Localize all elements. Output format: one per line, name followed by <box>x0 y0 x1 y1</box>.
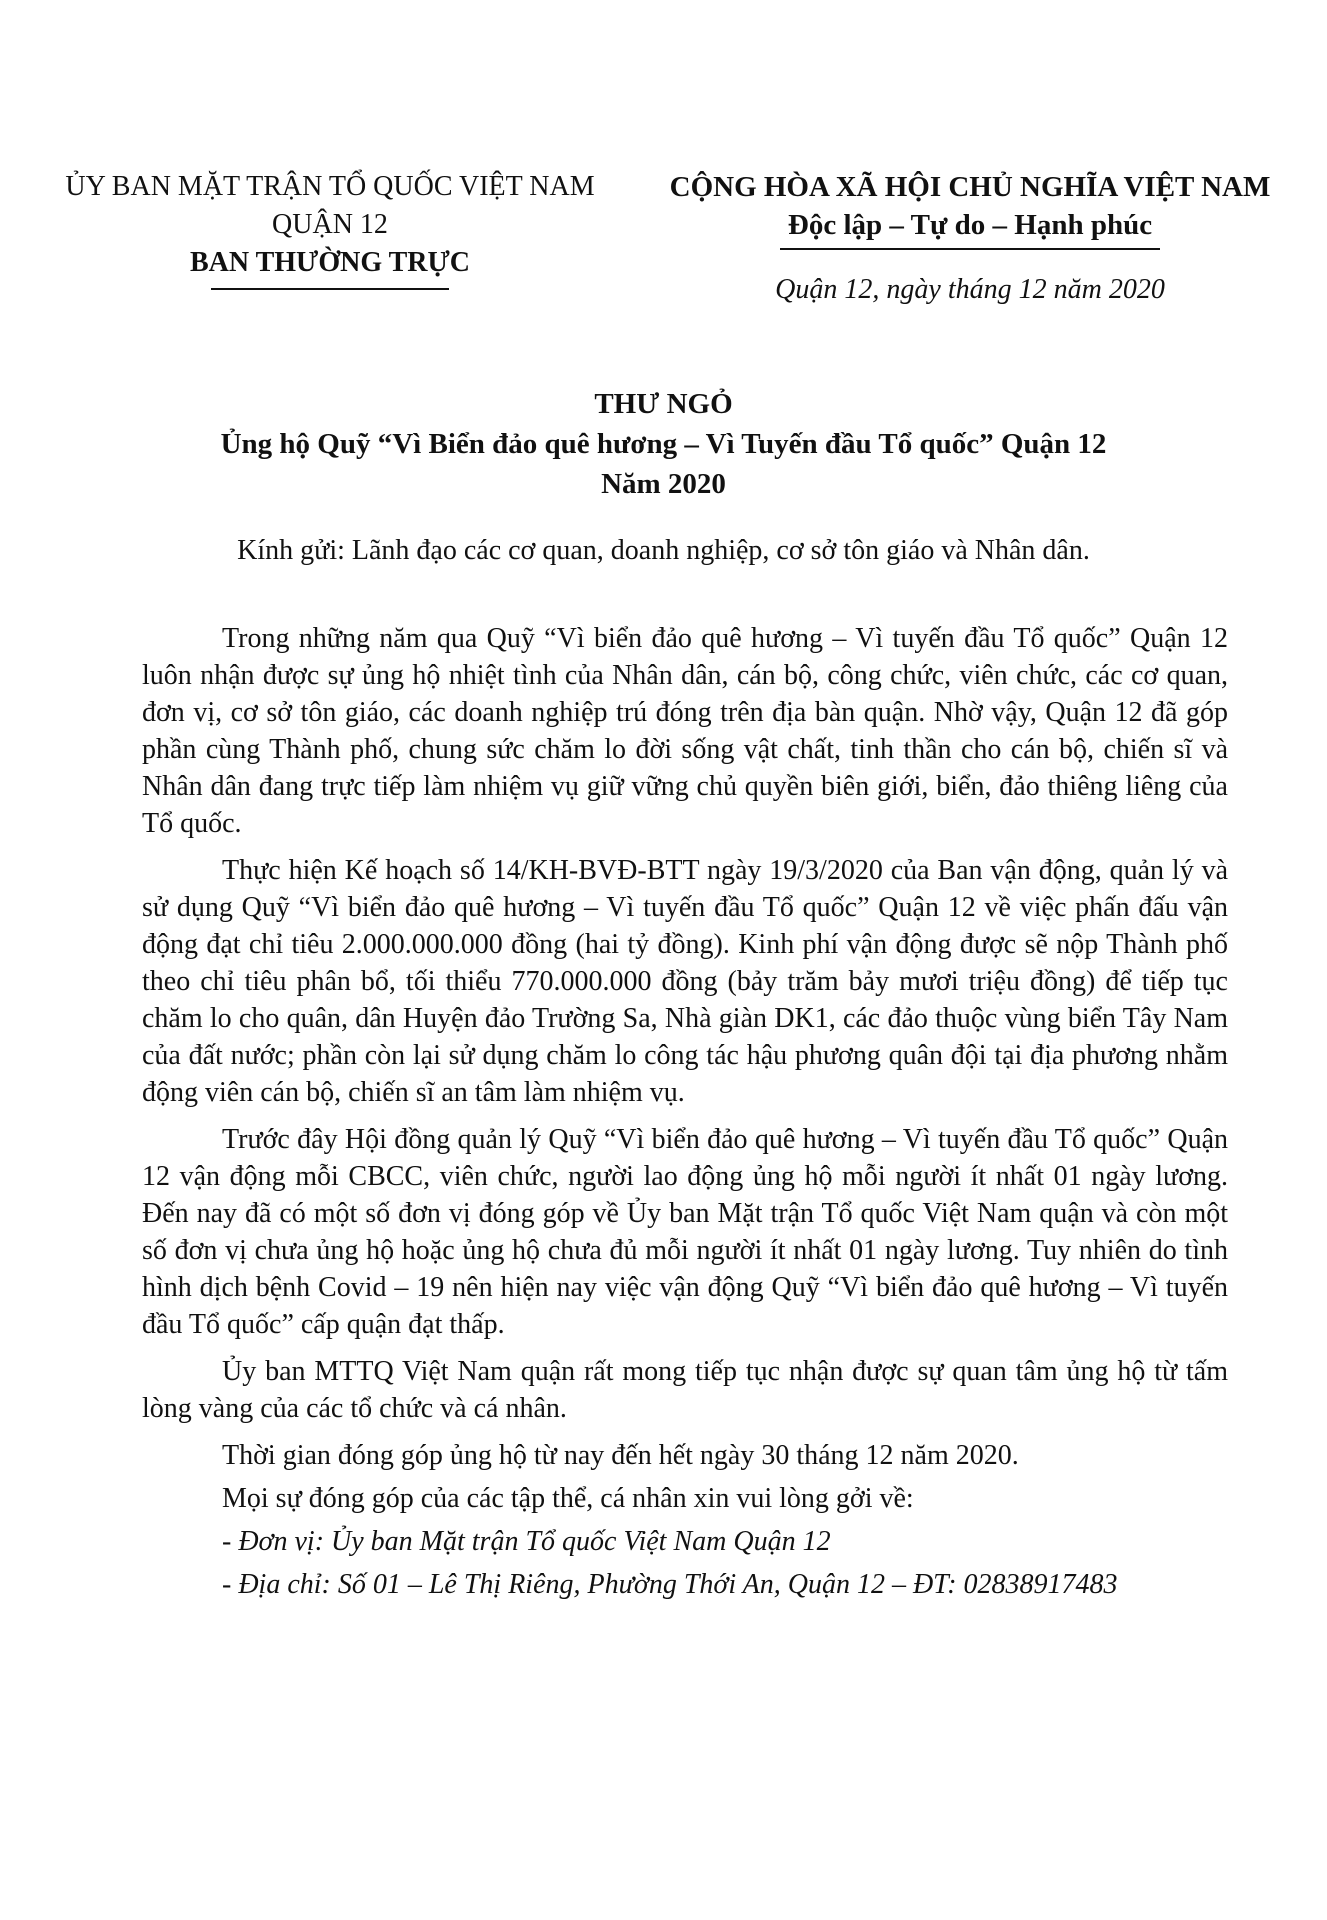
nation-name: CỘNG HÒA XÃ HỘI CHỦ NGHĨA VIỆT NAM <box>669 171 1271 203</box>
greeting: Kính gửi: Lãnh đạo các cơ quan, doanh nghiệp, cơ sở tôn giáo và Nhân dân. <box>237 535 1090 566</box>
title-line-3: Năm 2020 <box>601 468 726 500</box>
paragraph: Thời gian đóng góp ủng hộ từ nay đến hết ngày 30 tháng 12 năm 2020. <box>222 1440 1019 1471</box>
date-line: Quận 12, ngày tháng 12 năm 2020 <box>775 274 1165 305</box>
title-line-2: Ủng hộ Quỹ “Vì Biển đảo quê hương – Vì Tuyến đầu Tổ quốc” Quận 12 <box>220 428 1107 460</box>
letter-body <box>142 620 1228 1613</box>
motto-underline <box>780 248 1160 250</box>
org-underline <box>211 288 449 290</box>
paragraph: Thực hiện Kế hoạch số 14/KH-BVĐ-BTT ngày 19/3/2020 của Ban vận động, quản lý và sử dụng Quỹ “Vì biển đảo quê hương – Vì tuyến đầu Tổ quốc” Quận 12 về việc phấn đấu vận động đạt chỉ tiêu 2.000.000.000 đồng (hai tỷ đồng). Kinh phí vận động được sẽ nộp Thành phố theo chỉ tiêu phân bổ, tối thiểu 770.000.000 đồng (bảy trăm bảy mươi triệu đồng) để tiếp tục chăm lo cho quân, dân Huyện đảo Trường Sa, Nhà giàn DK1, các đảo thuộc vùng biển Tây Nam của đất nước; phần còn lại sử dụng chăm lo công tác hậu phương quân đội tại địa phương nhằm động viên cán bộ, chiến sĩ an tâm làm nhiệm vụ. <box>142 855 1228 1108</box>
paragraph: Trong những năm qua Quỹ “Vì biển đảo quê hương – Vì tuyến đầu Tổ quốc” Quận 12 luôn nhận được sự ủng hộ nhiệt tình của Nhân dân, cán bộ, công chức, viên chức, các cơ quan, đơn vị, cơ sở tôn giáo, các doanh nghiệp trú đóng trên địa bàn quận. Nhờ vậy, Quận 12 đã góp phần cùng Thành phố, chung sức chăm lo đời sống vật chất, tinh thần cho cán bộ, chiến sĩ và Nhân dân đang trực tiếp làm nhiệm vụ giữ vững chủ quyền biên giới, biển, đảo thiêng liêng của Tổ quốc. <box>142 623 1228 839</box>
paragraph: Ủy ban MTTQ Việt Nam quận rất mong tiếp tục nhận được sự quan tâm ủng hộ từ tấm lòng vàng của các tổ chức và cá nhân. <box>142 1356 1228 1424</box>
title-line-1: THƯ NGỎ <box>594 388 733 420</box>
org-line-2: QUẬN 12 <box>272 209 388 240</box>
paragraph: Mọi sự đóng góp của các tập thể, cá nhân xin vui lòng gởi về: <box>222 1483 914 1514</box>
contact-address: - Địa chỉ: Số 01 – Lê Thị Riêng, Phường Thới An, Quận 12 – ĐT: 02838917483 <box>222 1569 1118 1600</box>
national-motto: Độc lập – Tự do – Hạnh phúc <box>787 209 1153 241</box>
document-title <box>100 384 1227 504</box>
contact-unit: - Đơn vị: Ủy ban Mặt trận Tổ quốc Việt Nam Quận 12 <box>222 1526 831 1557</box>
paragraph: Trước đây Hội đồng quản lý Quỹ “Vì biển đảo quê hương – Vì tuyến đầu Tổ quốc” Quận 12 vận động mỗi CBCC, viên chức, người lao động ủng hộ mỗi người ít nhất 01 ngày lương. Đến nay đã có một số đơn vị đóng góp về Ủy ban Mặt trận Tổ quốc Việt Nam quận và còn một số đơn vị chưa ủng hộ hoặc ủng hộ chưa đủ mỗi người ít nhất 01 ngày lương. Tuy nhiên do tình hình dịch bệnh Covid – 19 nên hiện nay việc vận động Quỹ “Vì biển đảo quê hương – Vì tuyến đầu Tổ quốc” cấp quận đạt thấp. <box>142 1124 1228 1340</box>
org-line-1: ỦY BAN MẶT TRẬN TỔ QUỐC VIỆT NAM <box>65 171 595 202</box>
issuing-organization <box>40 168 620 290</box>
national-header <box>650 168 1290 250</box>
org-line-3: BAN THƯỜNG TRỰC <box>189 247 471 278</box>
